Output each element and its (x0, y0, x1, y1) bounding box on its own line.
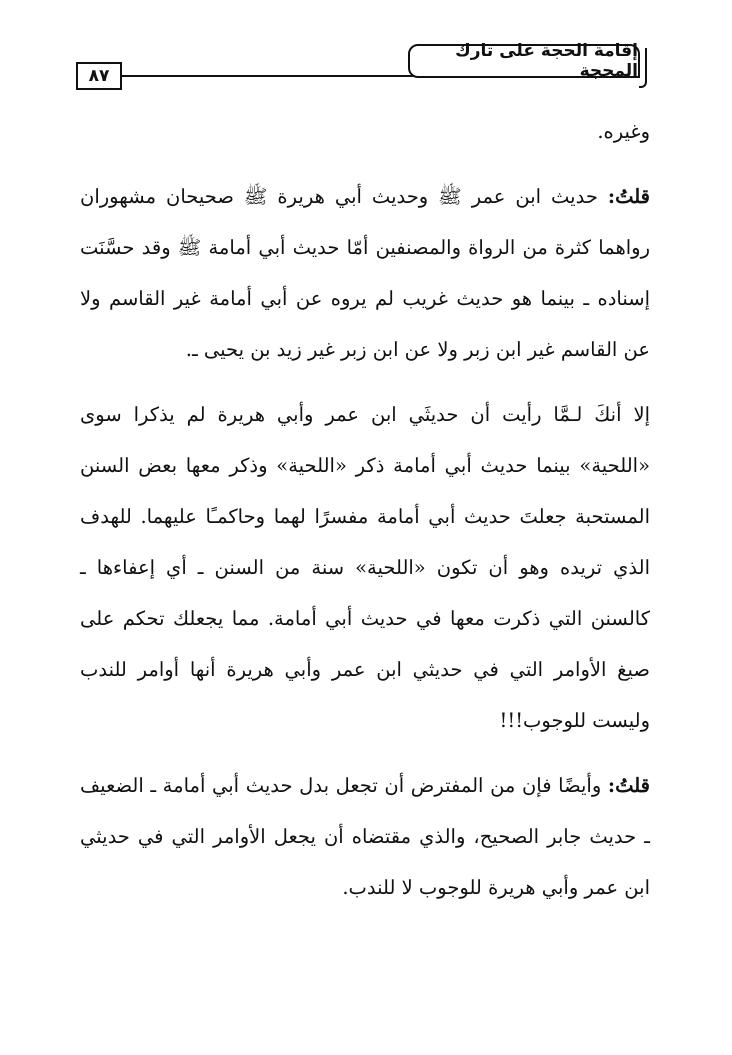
page-body (80, 106, 650, 913)
paragraph-text: إلا أنكَ لـمَّا رأيت أن حديثَي ابن عمر وأبي هريرة لم يذكرا سوى «اللحية» بينما حديث أبي أمامة ذكر «اللحية» وذكر معها بعض السنن المستحبة جعلتَ حديث أبي أمامة مفسرًا لهما وحاكمـًا عليهما. للهدف الذي تريده وهو أن تكون «اللحية» سنة من السنن ـ أي إعفاءها ـ كالسنن التي ذكرت معها في حديث أبي أمامة. مما يجعلك تحكم على صيغ الأوامر التي في حديثي ابن عمر وأبي هريرة أنها أوامر للندب وليست للوجوب!!! (80, 403, 650, 732)
paragraph-lead: قلتُ: (607, 774, 650, 797)
paragraph-1 (80, 106, 650, 157)
page-header (76, 40, 654, 96)
paragraph-2 (80, 171, 650, 375)
paragraph-3 (80, 389, 650, 746)
paragraph-text: وغيره. (597, 120, 650, 143)
page-number: ٨٧ (76, 62, 122, 90)
running-title: إقامة الحجة على تارك المحجة (408, 44, 640, 78)
paragraph-text: وأيضًا فإن من المفترض أن تجعل بدل حديث أبي أمامة ـ الضعيف ـ حديث جابر الصحيح، والذي مقتضاه أن يجعل الأوامر التي في حديثي ابن عمر وأبي هريرة للوجوب لا للندب. (80, 774, 650, 899)
paragraph-text: حديث ابن عمر ﷺ وحديث أبي هريرة ﷺ صحيحان مشهوران رواهما كثرة من الرواة والمصنفين أمّا حديث أبي أمامة ﷺ وقد حسَّنَت إسناده ـ بينما هو حديث غريب لم يروه عن أبي أمامة غير القاسم ولا عن القاسم غير ابن زبر ولا عن ابن زبر غير زيد بن يحيى ـ. (80, 185, 650, 361)
paragraph-4 (80, 760, 650, 913)
paragraph-lead: قلتُ: (607, 185, 650, 208)
header-rule (122, 75, 452, 77)
